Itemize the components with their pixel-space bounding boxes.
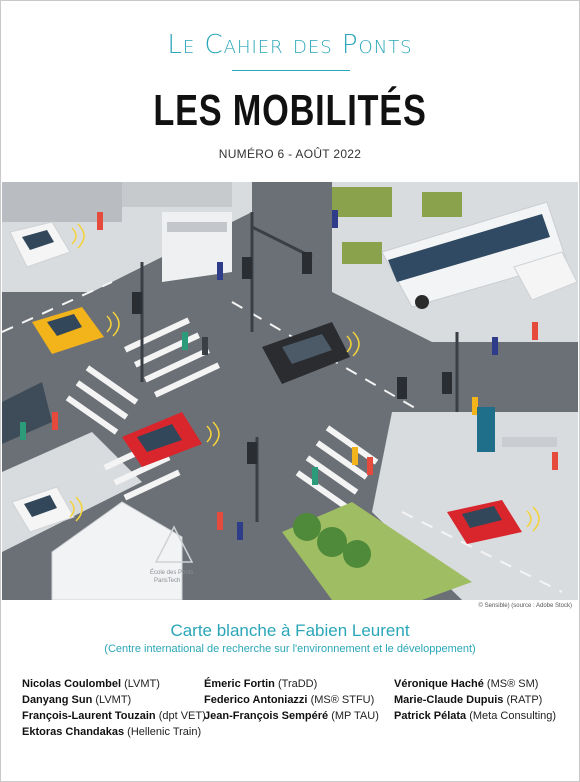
- author-entry: Émeric Fortin (TraDD): [204, 678, 318, 690]
- author-entry: Nicolas Coulombel (LVMT): [22, 678, 160, 690]
- author-entry: Federico Antoniazzi (MS® STFU): [204, 694, 375, 706]
- series-title: Le Cahier des Ponts: [167, 30, 413, 60]
- planter: [422, 192, 462, 217]
- title-divider: [232, 70, 350, 71]
- feature-title: Carte blanche à Fabien Leurent: [170, 621, 410, 640]
- bike-station: [477, 407, 495, 452]
- authors-column-2: [204, 676, 379, 724]
- author-entry: Marie-Claude Dupuis (RATP): [394, 694, 543, 706]
- authors-column-1: [22, 676, 206, 740]
- tree: [317, 527, 347, 557]
- authors-column-3: [394, 676, 556, 724]
- tree: [293, 513, 321, 541]
- planter: [332, 187, 392, 217]
- author-entry: Véronique Haché (MS® SM): [394, 678, 539, 690]
- main-title: LES MOBILITÉS: [153, 86, 427, 135]
- author-entry: Danyang Sun (LVMT): [22, 694, 132, 706]
- feature-subtitle: (Centre international de recherche sur l'environnement et le développement): [104, 643, 476, 655]
- author-entry: Jean-François Sempéré (MP TAU): [204, 710, 379, 722]
- author-entry: Ektoras Chandakas (Hellenic Train): [22, 726, 202, 738]
- author-entry: Patrick Pélata (Meta Consulting): [394, 710, 557, 722]
- building: [122, 182, 232, 207]
- building: [2, 182, 122, 222]
- svg-text:ParisTech: ParisTech: [154, 578, 181, 584]
- school-logo-text: École des Ponts: [150, 570, 194, 576]
- tree: [343, 540, 371, 568]
- image-credit: © Sensible) (source : Adobe Stock): [478, 603, 572, 609]
- planter: [342, 242, 382, 264]
- issue-number: NUMÉRO 6 - AOÛT 2022: [218, 147, 362, 161]
- author-entry: François-Laurent Touzain (dpt VET): [22, 710, 206, 722]
- cover-illustration: [2, 182, 578, 600]
